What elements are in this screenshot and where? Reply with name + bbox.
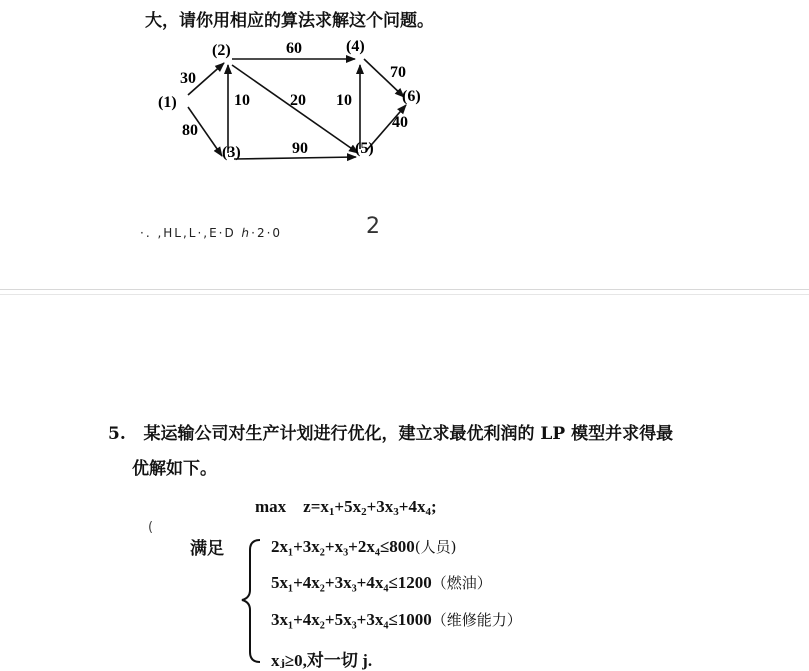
constraint-row-1 xyxy=(271,536,457,557)
constraint-1-expr: 2x₁+3x₂+x₃+2x₄≤800 xyxy=(271,537,415,556)
stray-mark: ( xyxy=(148,520,154,535)
objective-term-4: +4x xyxy=(398,497,426,516)
page-number: 2 xyxy=(366,214,380,239)
objective-end: ; xyxy=(430,497,437,516)
edge-weight-5-4: 10 xyxy=(336,92,352,109)
objective-term-3: +3x xyxy=(366,497,394,516)
problem-text-line1: 某运输公司对生产计划进行优化，建立求最优利润的 LP 模型并求得最 xyxy=(143,424,674,444)
edge-weight-4-6: 70 xyxy=(390,64,406,81)
edge-weight-1-2: 30 xyxy=(180,70,196,87)
problem-text-line2: 优解如下。 xyxy=(132,459,217,479)
edge-weight-2-5: 20 xyxy=(290,92,306,109)
node-label-4: (4) xyxy=(346,38,365,55)
edge-weight-3-5: 90 xyxy=(292,140,308,157)
handwritten-fragment: ·. ,HL,L·,E·D ℎ·2·0 xyxy=(140,226,283,240)
constraint-row-4 xyxy=(271,646,372,671)
edge-weight-5-6: 40 xyxy=(392,114,408,131)
constraint-2-note: （燃油） xyxy=(431,574,492,592)
node-label-3: (3) xyxy=(222,144,241,161)
edge-weight-1-3: 80 xyxy=(182,122,198,139)
page-break-line-top xyxy=(0,289,809,290)
node-label-5: (5) xyxy=(355,140,374,157)
node-label-1: (1) xyxy=(158,94,177,111)
constraint-3-note: （维修能力） xyxy=(431,611,522,629)
page-break-line-bottom xyxy=(0,294,809,295)
constraint-2-expr: 5x₁+4x₂+3x₃+4x₄≤1200 xyxy=(271,573,432,592)
constraint-row-3 xyxy=(271,609,522,630)
network-graph xyxy=(150,35,440,170)
constraint-4-expr: xⱼ≥0,对一切 j. xyxy=(271,651,373,670)
network-diagram-svg xyxy=(150,35,440,170)
objective-function: max $z=x_1+5x_2+3x_3+4x_4$; xyxy=(255,497,437,518)
objective-term-2: +5x xyxy=(334,497,362,516)
constraint-row-2 xyxy=(271,572,492,593)
node-label-2: (2) xyxy=(212,42,231,59)
constraint-3-expr: 3x₁+4x₂+5x₃+3x₄≤1000 xyxy=(271,610,432,629)
constraint-brace xyxy=(238,536,268,666)
intro-line: 大，请你用相应的算法求解这个问题。 xyxy=(145,11,434,31)
objective-z: z=x xyxy=(303,497,329,516)
objective-keyword: max xyxy=(255,497,287,516)
constraint-label: 满足 xyxy=(190,539,224,559)
constraint-1-note: (人员) xyxy=(414,538,457,556)
edge-weight-3-2: 10 xyxy=(234,92,250,109)
node-label-6: (6) xyxy=(402,88,421,105)
problem-number: 5. xyxy=(108,424,126,444)
edge-3-5 xyxy=(234,157,356,159)
problem-statement xyxy=(108,421,673,447)
edge-weight-2-4: 60 xyxy=(286,40,302,57)
